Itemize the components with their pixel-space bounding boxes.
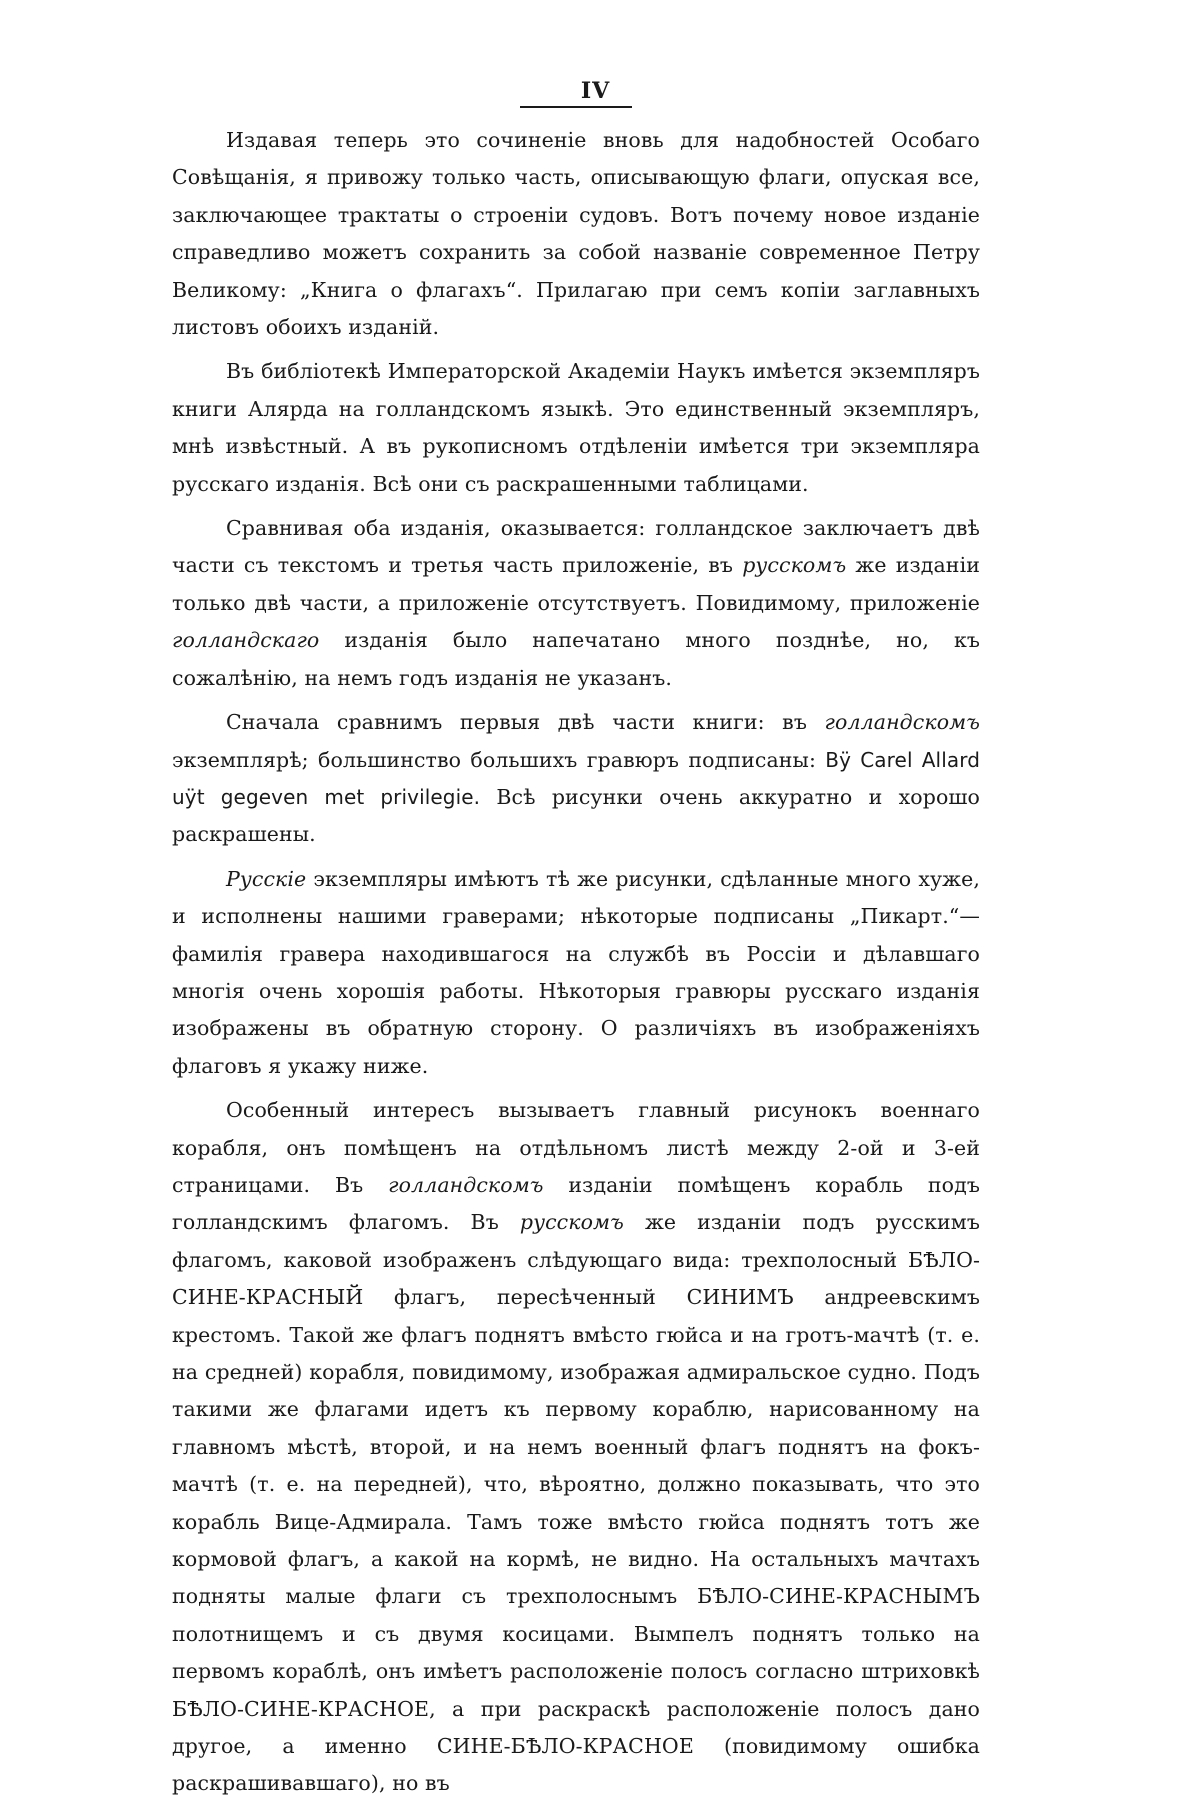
page-number: IV xyxy=(580,78,611,104)
header-rule xyxy=(520,106,632,108)
body-text xyxy=(172,122,980,1803)
paragraph-1: Издавая теперь это сочиненіе вновь для надобностей Особаго Совѣщанія, я привожу только часть, описывающую флаги, опуская все, заключающее трактаты о строеніи судовъ. Вотъ почему новое изданіе справедливо можетъ сохранить за собой названіе современное Петру Великому: „Книга о флагахъ“. Прилагаю при семъ копіи заглавныхъ листовъ обоихъ изданій. xyxy=(172,128,980,340)
paragraph-4: Сначала сравнимъ первыя двѣ части книги: въ голландскомъ экземплярѣ; большинство большихъ гравюръ подписаны: Bÿ Carel Allard uÿt gegeven met privilegie. Всѣ рисунки очень аккуратно и хорошо раскрашены. xyxy=(172,710,980,847)
paragraph-2: Въ библіотекѣ Императорской Академіи Наукъ имѣется экземпляръ книги Алярда на голландскомъ языкѣ. Это единственный экземпляръ, мнѣ извѣстный. А въ рукописномъ отдѣленіи имѣется три экземпляра русскаго изданія. Всѣ они съ раскрашенными таблицами. xyxy=(172,359,980,496)
paragraph-6: Особенный интересъ вызываетъ главный рисунокъ военнаго корабля, онъ помѣщенъ на отдѣльномъ листѣ между 2-ой и 3-ей страницами. Въ голландскомъ изданіи помѣщенъ корабль подъ голландскимъ флагомъ. Въ русскомъ же изданіи подъ русскимъ флагомъ, каковой изображенъ слѣдующаго вида: трехполосный БѢЛО-СИНЕ-КРАСНЫЙ флагъ, пересѣченный СИНИМЪ андреевскимъ крестомъ. Такой же флагъ поднятъ вмѣсто гюйса и на гротъ-мачтѣ (т. е. на средней) корабля, повидимому, изображая адмиральское судно. Подъ такими же флагами идетъ къ первому кораблю, нарисованному на главномъ мѣстѣ, второй, и на немъ военный флагъ поднятъ на фокъ-мачтѣ (т. е. на передней), что, вѣроятно, должно показывать, что это корабль Вице-Адмирала. Тамъ тоже вмѣсто гюйса поднятъ тотъ же кормовой флагъ, а какой на кормѣ, не видно. На остальныхъ мачтахъ подняты малые флаги съ трехполоснымъ БѢЛО-СИНЕ-КРАСНЫМЪ полотнищемъ и съ двумя косицами. Вымпелъ поднятъ только на первомъ кораблѣ, онъ имѣетъ расположеніе полосъ согласно штриховкѣ БѢЛО-СИНЕ-КРАСНОЕ, а при раскраскѣ расположеніе полосъ дано другое, а именно СИНЕ-БѢЛО-КРАСНОЕ (повидимому ошибка раскрашивавшаго), но въ xyxy=(172,1098,980,1796)
dutch-signature-text: Bÿ Carel Allard uÿt gegeven met privilegie. xyxy=(172,747,980,809)
paragraph-3: Сравнивая оба изданія, оказывается: голландское заключаетъ двѣ части съ текстомъ и третья часть приложеніе, въ русскомъ же изданіи только двѣ части, а приложеніе отсутствуетъ. Повидимому, приложеніе голландскаго изданія было напечатано много позднѣе, но, къ сожалѣнію, на немъ годъ изданія не указанъ. xyxy=(172,516,980,690)
paragraph-5: Русскіе экземпляры имѣютъ тѣ же рисунки, сдѣланные много хуже, и исполнены нашими граверами; нѣкоторые подписаны „Пикарт.“—фамилія гравера находившагося на службѣ въ Россіи и дѣлавшаго многія очень хорошія работы. Нѣкоторыя гравюры русскаго изданія изображены въ обратную сторону. О различіяхъ въ изображеніяхъ флаговъ я укажу ниже. xyxy=(172,866,980,1078)
